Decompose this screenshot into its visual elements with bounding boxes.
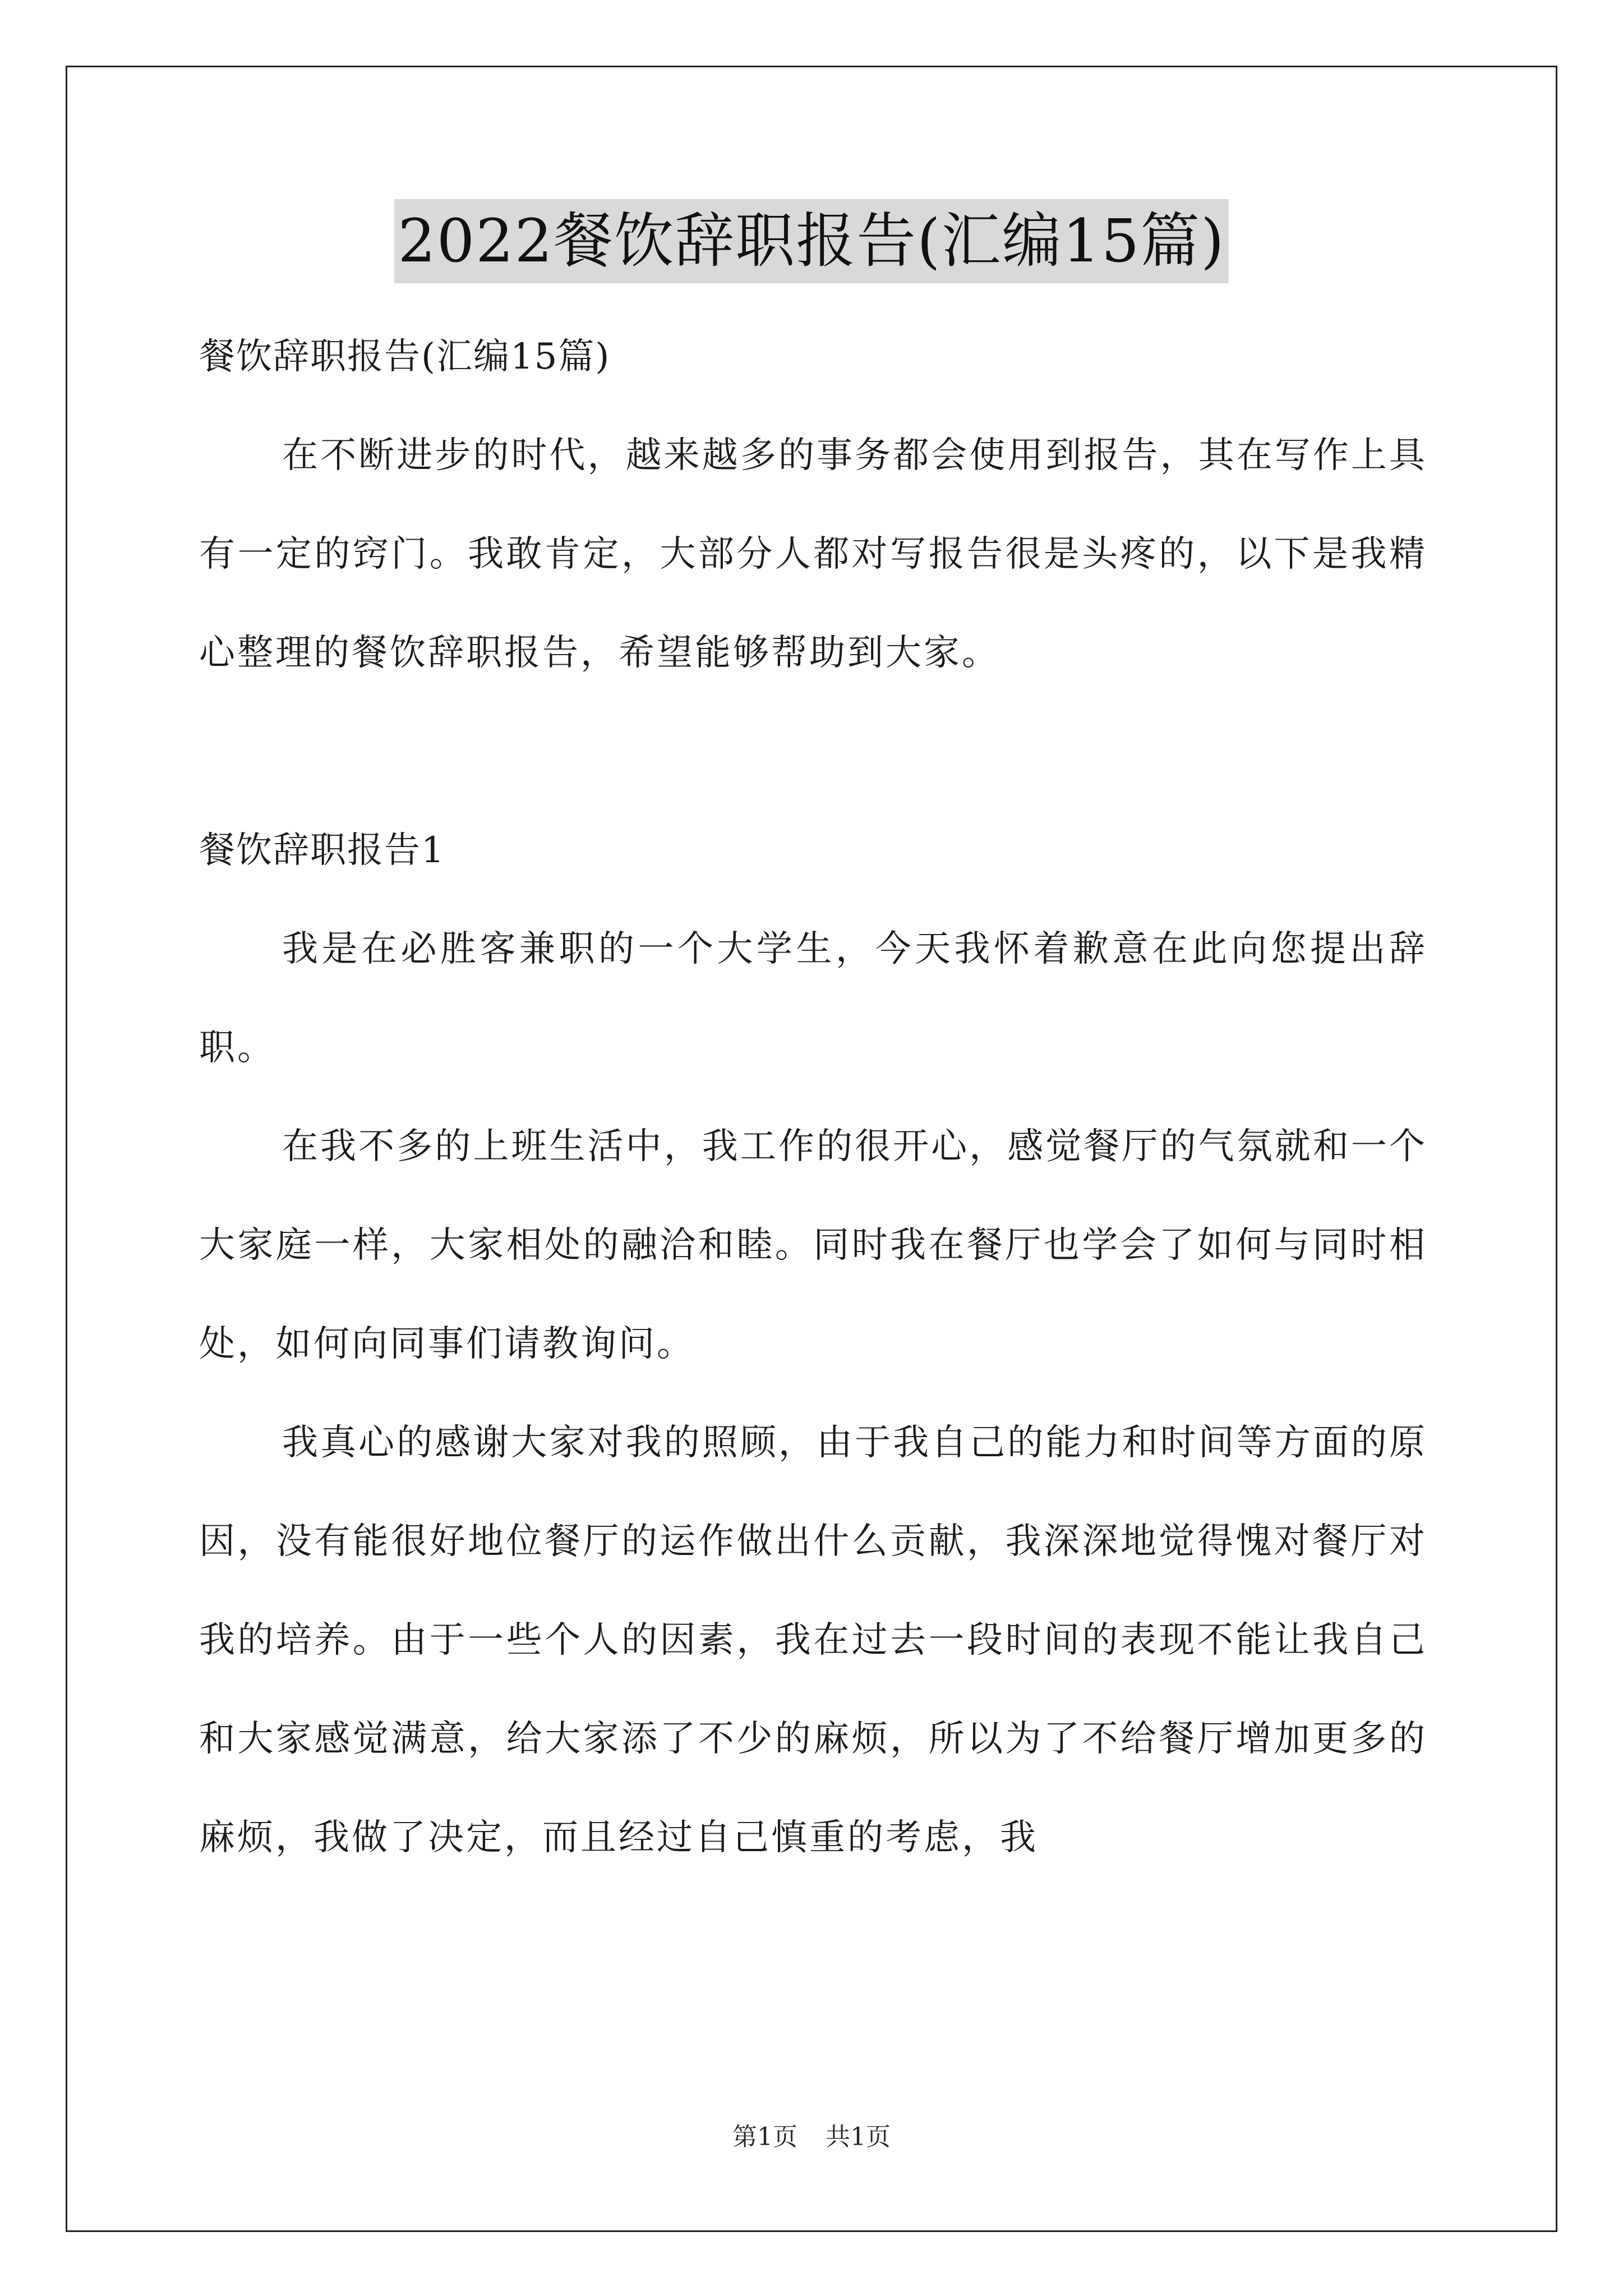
body-paragraph-2: 在我不多的上班生活中，我工作的很开心，感觉餐厅的气氛就和一个大家庭一样，大家相处的融洽和睦。同时我在餐厅也学会了如何与同时相处，如何向同事们请教询问。 — [199, 1126, 1427, 1365]
document-title: 2022餐饮辞职报告(汇编15篇) — [394, 199, 1228, 283]
document-body — [199, 307, 1427, 1887]
page-number-current: 第1页 — [732, 2123, 797, 2151]
body-paragraph-1: 我是在必胜客兼职的一个大学生，今天我怀着歉意在此向您提出辞职。 — [199, 928, 1427, 1069]
intro-paragraph: 在不断进步的时代，越来越多的事务都会使用到报告，其在写作上具有一定的窍门。我敢肯定，大部分人都对写报告很是头疼的，以下是我精心整理的餐饮辞职报告，希望能够帮助到大家。 — [199, 435, 1427, 674]
title-wrap — [0, 199, 1623, 283]
section-heading: 餐饮辞职报告1 — [199, 830, 445, 871]
document-subtitle: 餐饮辞职报告(汇编15篇) — [199, 336, 611, 378]
page-number-total: 共1页 — [826, 2123, 891, 2151]
body-paragraph-3: 我真心的感谢大家对我的照顾，由于我自己的能力和时间等方面的原因，没有能很好地位餐厅的运作做出什么贡献，我深深地觉得愧对餐厅对我的培养。由于一些个人的因素，我在过去一段时间的表现不能让我自己和大家感觉满意，给大家添了不少的麻烦，所以为了不给餐厅增加更多的麻烦，我做了决定，而且经过自己慎重的考虑，我 — [199, 1422, 1427, 1858]
section-spacer — [199, 702, 1427, 801]
page-footer — [0, 2120, 1623, 2154]
